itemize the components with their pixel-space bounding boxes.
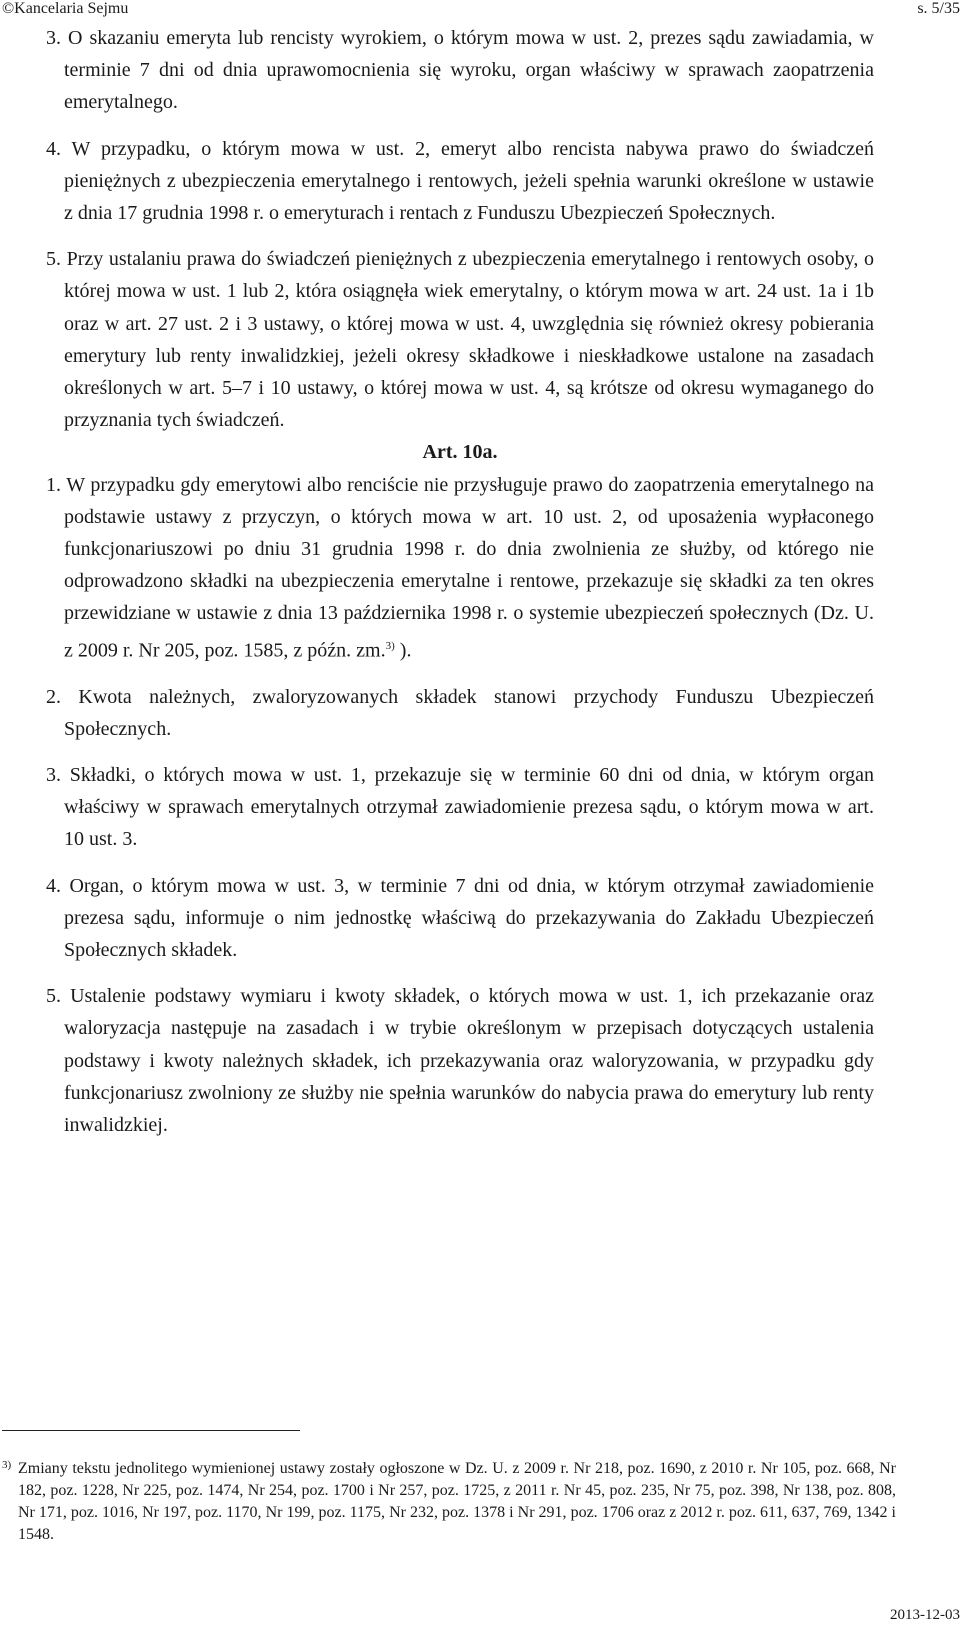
document-body — [46, 22, 874, 1141]
article-paragraph-5: 5. Ustalenie podstawy wymiaru i kwoty składek, o których mowa w ust. 1, ich przekazanie oraz waloryzacja następuje na zasadach i w trybie określonym w przepisach dotyczących ustalenia podstawy i kwoty należnych składek, ich przekazywania oraz waloryzowania, w przypadku gdy funkcjonariusz zwolniony ze służby nie spełnia warunków do nabycia prawa do emerytury lub renty inwalidzkiej. — [46, 985, 874, 1136]
paragraph-4: 4. W przypadku, o którym mowa w ust. 2, emeryt albo rencista nabywa prawo do świadczeń pieniężnych z ubezpieczenia emerytalnego i rentowych, jeżeli spełnia warunki określone w ustawie z dnia 17 grudnia 1998 r. o emeryturach i rentach z Funduszu Ubezpieczeń Społecznych. — [46, 137, 874, 225]
footnote-ref: 3) — [385, 639, 395, 652]
paragraph-3: 3. O skazaniu emeryta lub rencisty wyrokiem, o którym mowa w ust. 2, prezes sądu zawiadamia, w terminie 7 dni od dnia uprawomocnienia się wyroku, organ właściwy w sprawach zaopatrzenia emerytalnego. — [46, 27, 874, 114]
article-paragraph-4: 4. Organ, o którym mowa w ust. 3, w terminie 7 dni od dnia, w którym otrzymał zawiadomienie prezesa sądu, informuje o nim jednostkę właściwą do przekazywania do Zakładu Ubezpieczeń Społecznych składek. — [46, 874, 874, 961]
article-paragraph-1-end: ). — [399, 639, 412, 662]
article-title: Art. 10a. — [422, 441, 498, 464]
article-paragraph-1-text: 1. W przypadku gdy emerytowi albo renciście nie przysługuje prawo do zaopatrzenia emerytalnego na podstawie ustawy z przyczyn, o których mowa w art. 10 ust. 2, od uposażenia wypłaconego funkcjonariuszowi po dniu 31 grudnia 1998 r. do dnia zwolnienia ze służby, od którego nie odprowadzono składki na ubezpieczenia emerytalne i rentowe, przekazuje się składki za ten okres przewidziane w ustawie z dnia 13 października 1998 r. o systemie ubezpieczeń społecznych (Dz. U. z 2009 r. Nr 205, poz. 1585, z późn. zm. — [46, 473, 874, 662]
article-paragraph-3: 3. Składki, o których mowa w ust. 1, przekazuje się w terminie 60 dni od dnia, w którym organ właściwy w sprawach emerytalnych otrzymał zawiadomienie prezesa sądu, o którym mowa w art. 10 ust. 3. — [46, 763, 874, 851]
footnote-mark: 3) — [2, 1459, 12, 1471]
header-publisher: ©Kancelaria Sejmu — [2, 0, 129, 17]
article-paragraph-2: 2. Kwota należnych, zwaloryzowanych składek stanowi przychody Funduszu Ubezpieczeń Społecznych. — [46, 685, 874, 740]
header-page-number: s. 5/35 — [917, 0, 960, 17]
paragraph-5: 5. Przy ustalaniu prawa do świadczeń pieniężnych z ubezpieczenia emerytalnego i rentowych osoby, o której mowa w ust. 1 lub 2, która osiągnęła wiek emerytalny, o którym mowa w art. 24 ust. 1a i 1b oraz w art. 27 ust. 2 i 3 ustawy, o której mowa w ust. 4, uwzględnia się również okresy pobierania emerytury lub renty inwalidzkiej, jeżeli okresy składkowe i nieskładkowe ustalone na zasadach określonych w art. 5–7 i 10 ustawy, o której mowa w ust. 4, są krótsze od okresu wymaganego do przyznania tych świadczeń. — [46, 248, 874, 432]
footnote-text: Zmiany tekstu jednolitego wymienionej ustawy zostały ogłoszone w Dz. U. z 2009 r. Nr 218, poz. 1690, z 2010 r. Nr 105, poz. 668, Nr 182, poz. 1228, Nr 225, poz. 1474, Nr 254, poz. 1700 i Nr 257, poz. 1725, z 2011 r. Nr 45, poz. 235, Nr 75, poz. 398, Nr 138, poz. 808, Nr 171, poz. 1016, Nr 197, poz. 1170, Nr 199, poz. 1175, Nr 232, poz. 1378 i Nr 291, poz. 1706 oraz z 2012 r. poz. 611, 637, 769, 1342 i 1548. — [18, 1460, 896, 1543]
page-header — [0, 0, 960, 22]
document-date: 2013-12-03 — [890, 1607, 960, 1623]
footnote-divider — [2, 1430, 300, 1431]
footnote — [2, 1458, 896, 1546]
article-paragraph-1 — [46, 469, 874, 667]
